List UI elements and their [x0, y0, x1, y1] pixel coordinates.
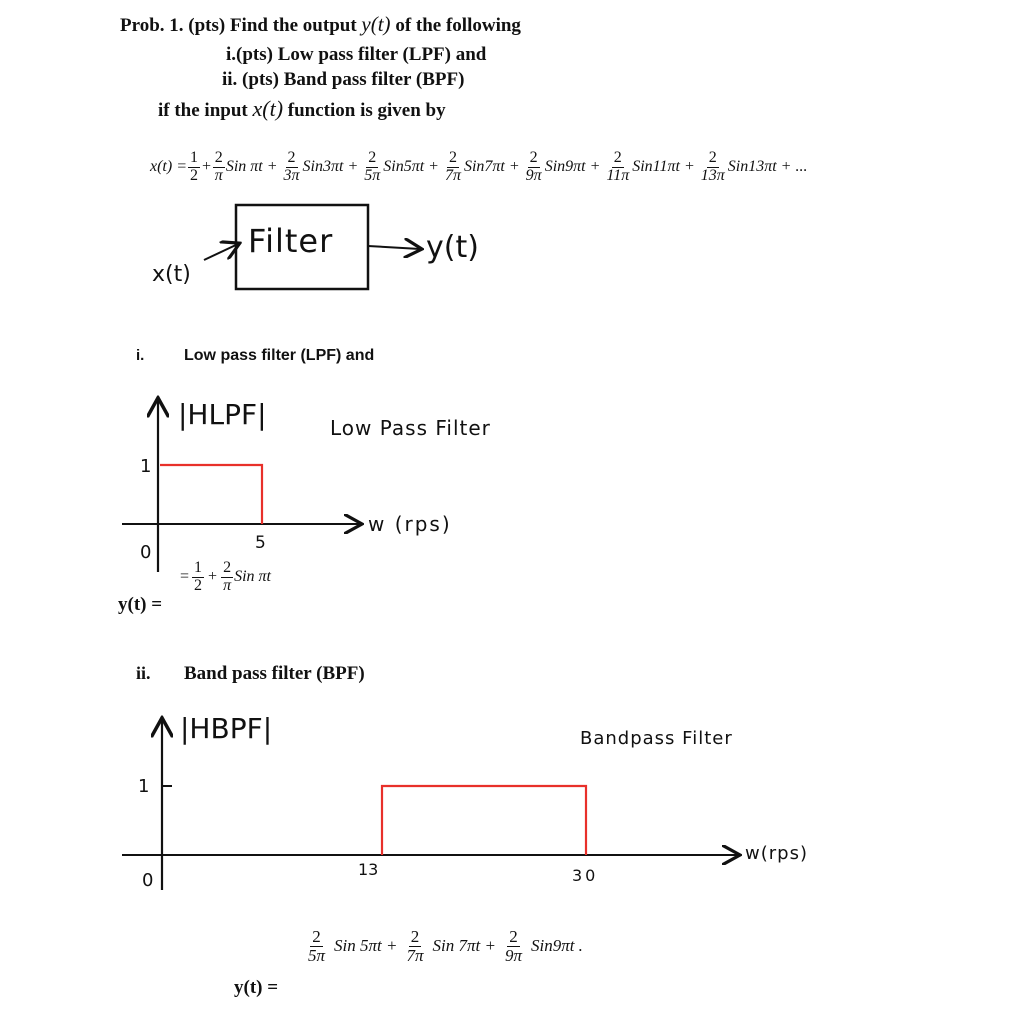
series-term-4-tail: Sin7πt +	[463, 158, 520, 176]
block-output-label: y(t)	[426, 230, 479, 265]
problem-title-var: y(t)	[361, 12, 391, 36]
series-term-0-tail: +	[201, 158, 212, 176]
lpf-heading: Low pass filter (LPF) and	[184, 347, 375, 364]
block-input-label: x(t)	[152, 262, 191, 287]
bpf-axis-label: |HBPF|	[180, 712, 273, 745]
lpf-answer-lhs: y(t) =	[118, 594, 163, 615]
series-term-0: $\frac{1}{2}$	[190, 149, 198, 184]
lpf-answer-tail: Sin πt	[234, 568, 271, 586]
input-arrow	[204, 244, 238, 260]
series-term-2: $\frac{2}{3\pi}$	[283, 149, 300, 184]
series-term-5-tail: Sin9πt +	[544, 158, 601, 176]
output-arrow	[368, 246, 420, 249]
bpf-answer-term-0-tail: Sin 5πt +	[334, 936, 398, 956]
bpf-answer-expression	[305, 928, 589, 965]
lpf-x-label: w (rps)	[368, 512, 452, 536]
lpf-level-label: 1	[140, 456, 152, 477]
lpf-title: Low Pass Filter	[330, 416, 491, 440]
bpf-answer-term-2: $\frac{2}{9\pi}$	[504, 927, 522, 965]
bpf-title: Bandpass Filter	[580, 728, 733, 749]
bpf-answer-term-1: $\frac{2}{7\pi}$	[406, 927, 424, 965]
series-term-3-tail: Sin5πt +	[383, 158, 439, 176]
series-term-1: $\frac{2}{\pi}$	[214, 149, 223, 184]
bpf-response	[382, 786, 586, 855]
input-var: x(t)	[252, 96, 284, 121]
bpf-answer-term-0: $\frac{2}{5\pi}$	[308, 927, 326, 965]
series-term-7: $\frac{2}{13\pi}$	[700, 149, 725, 184]
series-term-1-tail: Sin πt +	[225, 158, 278, 176]
bpf-roman: ii.	[136, 663, 151, 683]
series-term-6: $\frac{2}{11\pi}$	[606, 149, 630, 184]
lpf-response	[160, 465, 262, 524]
series-lhs: x(t) =	[150, 158, 187, 176]
bpf-low-cutoff-label: 13	[358, 860, 379, 879]
problem-title-tail: of the following	[395, 15, 521, 36]
problem-title-text: Prob. 1. (pts) Find the output	[120, 15, 357, 36]
bpf-answer-term-2-tail: Sin9πt .	[530, 936, 583, 956]
part-ii-line: ii. (pts) Band pass filter (BPF)	[222, 69, 465, 90]
bpf-heading: Band pass filter (BPF)	[184, 663, 365, 684]
lpf-answer-expression: = $\frac{1}{2}$ + $\frac{2}{\pi}$ Sin πt	[180, 559, 271, 594]
bpf-high-cutoff-label: 30	[572, 866, 599, 885]
input-lead: if the input	[158, 100, 248, 121]
series-term-2-tail: Sin3πt +	[302, 158, 359, 176]
lpf-cutoff-label: 5	[255, 533, 266, 553]
part-i-line: i.(pts) Low pass filter (LPF) and	[226, 44, 487, 65]
lpf-axis-label: |HLPF|	[178, 398, 267, 431]
lpf-origin-label: 0	[140, 542, 152, 563]
input-tail: function is given by	[287, 100, 446, 121]
bpf-answer-lhs: y(t) =	[234, 977, 279, 998]
lpf-answer-plus: +	[208, 568, 218, 586]
lpf-answer-term: $\frac{2}{\pi}$	[223, 559, 232, 594]
series-term-5: $\frac{2}{9\pi}$	[525, 149, 542, 184]
filter-box-label: Filter	[248, 222, 334, 260]
series-term-6-tail: Sin11πt +	[632, 158, 695, 176]
bpf-answer-term-1-tail: Sin 7πt +	[432, 936, 496, 956]
series-term-4: $\frac{2}{7\pi}$	[444, 149, 461, 184]
bpf-level-label: 1	[138, 776, 150, 797]
bpf-origin-label: 0	[142, 870, 154, 891]
series-term-7-tail: Sin13πt + ...	[727, 158, 808, 176]
lpf-roman: i.	[136, 347, 145, 364]
bpf-x-label: w(rps)	[745, 843, 808, 864]
series-term-3: $\frac{2}{5\pi}$	[364, 149, 381, 184]
lpf-answer-half: $\frac{1}{2}$	[194, 559, 203, 594]
